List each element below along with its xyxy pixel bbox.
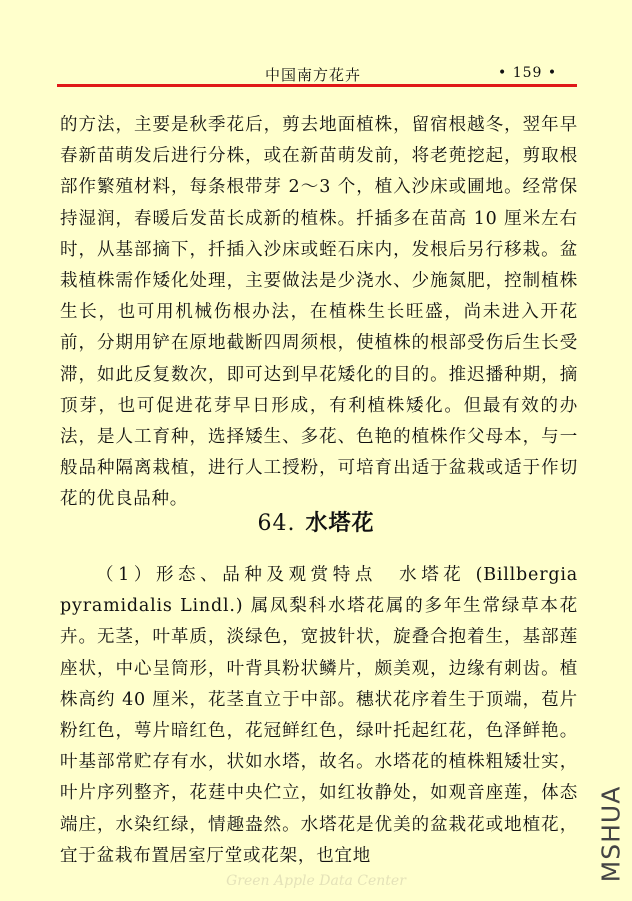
bottom-watermark: Green Apple Data Center [226,873,406,889]
section-paragraph: （1）形态、品种及观赏特点 水塔花 (Billbergia pyramidalis Lindl.) 属凤梨科水塔花属的多年生常绿草本花卉。无茎，叶革质，淡绿色，宽披针状，旋叠合抱着生，基部莲座状，中心呈筒形，叶背具粉状鳞片，颇美观，边缘有刺齿。植株高约 40 厘米，花茎直立于中部。穗状花序着生于顶端，苞片粉红色，萼片暗红色，花冠鲜红色，绿叶托起红花，色泽鲜艳。叶基部常贮存有水，状如水塔，故名。水塔花的植株粗矮壮实，叶片序列整齐，花莛中央伫立，如红妆静处，如观音座莲，体态端庄，水染红绿，情趣盎然。水塔花是优美的盆栽花或地植花，宜于盆栽布置居室厅堂或花架，也宜地 [60,565,578,866]
running-title: 中国南方花卉 [265,66,362,84]
section-number: 64. [257,511,296,536]
side-watermark-text: MSHUA [596,785,626,883]
section-title: 水塔花 [305,510,375,536]
body-paragraph: 的方法，主要是秋季花后，剪去地面植株，留宿根越冬，翌年早春新苗萌发后进行分株，或在新苗萌发前，将老蔸挖起，剪取根部作繁殖材料，每条根带芽 2～3 个，植入沙床或圃地。经常保持湿润，春暖后发苗长成新的植株。扦插多在苗高 10 厘米左右时，从基部摘下，扦插入沙床或蛭石床内，发根后另行移栽。盆栽植株需作矮化处理，主要做法是少浇水、少施氮肥，控制植株生长，也可用机械伤根办法，在植株生长旺盛，尚未进入开花前，分期用铲在原地截断四周须根，使植株的根部受伤后生长受滞，如此反复数次，即可达到早花矮化的目的。推迟播种期，摘顶芽，也可促进花芽早日形成，有利植株矮化。但最有效的办法，是人工育种，选择矮生、多花、色艳的植株作父母本，与一般品种隔离栽植，进行人工授粉，可培育出适于盆栽或适于作切花的优良品种。 [60,115,578,510]
header-rule [57,84,577,87]
page-number: • 159 • [498,65,558,81]
page-header [0,60,632,86]
section-heading [0,506,632,537]
side-watermark [598,784,624,884]
